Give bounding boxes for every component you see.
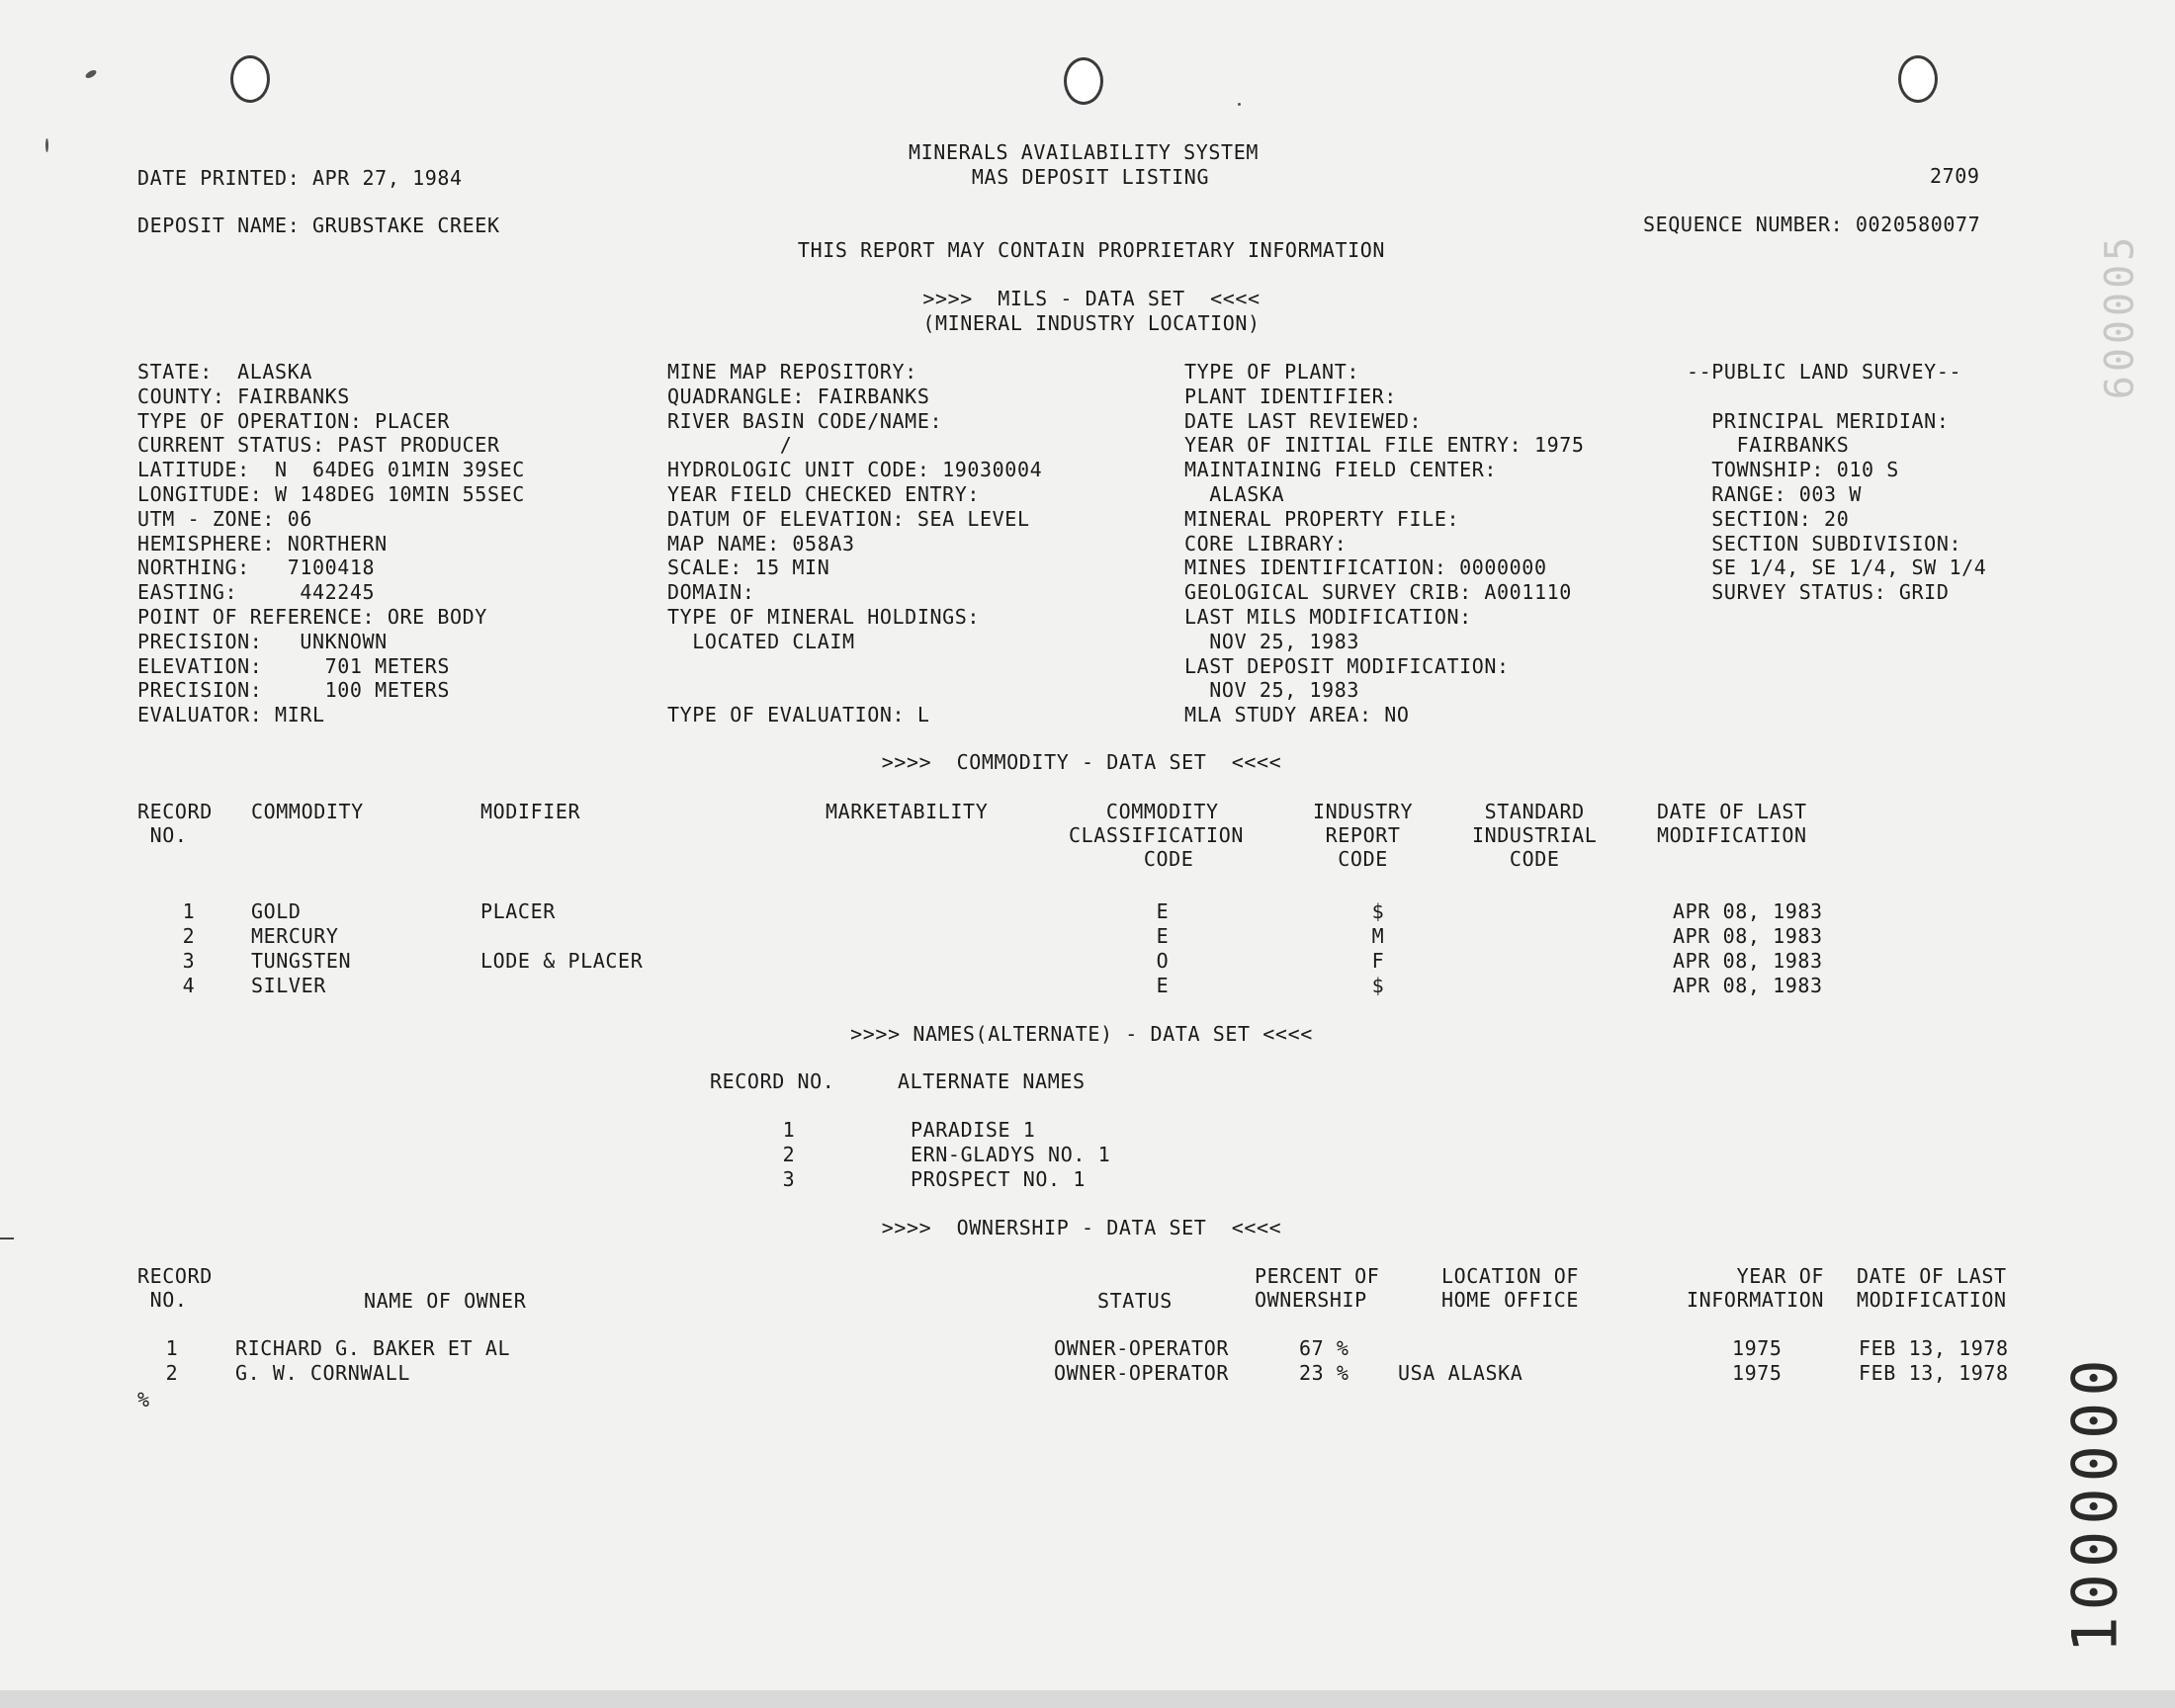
mils-field: TYPE OF PLANT: bbox=[1184, 360, 1359, 384]
mils-field: POINT OF REFERENCE: ORE BODY bbox=[137, 605, 487, 629]
mils-field: NORTHING: 7100418 bbox=[137, 555, 376, 580]
mils-field: NOV 25, 1983 bbox=[1184, 629, 1359, 653]
margin-stamp: 1000000 bbox=[2058, 1353, 2132, 1654]
mils-section-subtitle: (MINERAL INDUSTRY LOCATION) bbox=[922, 311, 1261, 335]
mils-field: DATUM OF ELEVATION: SEA LEVEL bbox=[667, 506, 1030, 531]
survey-field: FAIRBANKS bbox=[1687, 433, 1850, 458]
owner-name: RICHARD G. BAKER ET AL bbox=[235, 1336, 511, 1360]
punch-hole-right bbox=[1898, 55, 1938, 103]
ownership-header-record: RECORD NO. bbox=[137, 1264, 213, 1312]
commodity-name: MERCURY bbox=[251, 924, 339, 948]
commodity-report-code: M bbox=[1371, 924, 1385, 948]
edge-mark bbox=[0, 1238, 14, 1239]
names-header-alternate: ALTERNATE NAMES bbox=[898, 1069, 1086, 1093]
commodity-last-mod: APR 08, 1983 bbox=[1673, 924, 1823, 948]
commodity-record-no: 3 bbox=[182, 949, 196, 973]
mils-field: ELEVATION: 701 METERS bbox=[137, 653, 451, 678]
commodity-header-marketability: MARKETABILITY bbox=[826, 800, 989, 823]
commodity-section-title: >>>> COMMODITY - DATA SET <<<< bbox=[881, 750, 1282, 774]
commodity-modifier: LODE & PLACER bbox=[480, 949, 644, 973]
owner-last-mod: FEB 13, 1978 bbox=[1859, 1336, 2009, 1360]
system-title: MINERALS AVAILABILITY SYSTEM bbox=[909, 140, 1259, 164]
owner-last-mod: FEB 13, 1978 bbox=[1859, 1361, 2009, 1385]
mils-field: MAP NAME: 058A3 bbox=[667, 531, 855, 555]
names-header-record: RECORD NO. bbox=[710, 1069, 835, 1093]
commodity-header-record: RECORD NO. bbox=[137, 800, 213, 847]
commodity-class-code: E bbox=[1156, 924, 1170, 948]
scan-speck bbox=[45, 138, 48, 152]
commodity-last-mod: APR 08, 1983 bbox=[1673, 974, 1823, 997]
mils-field: TYPE OF MINERAL HOLDINGS: bbox=[667, 605, 981, 629]
owner-percent: 23 % bbox=[1299, 1361, 1349, 1385]
mils-field: UTM - ZONE: 06 bbox=[137, 506, 312, 531]
date-printed: DATE PRINTED: APR 27, 1984 bbox=[137, 166, 463, 190]
mils-field: MINES IDENTIFICATION: 0000000 bbox=[1184, 555, 1547, 580]
survey-field: SE 1/4, SE 1/4, SW 1/4 bbox=[1687, 555, 1987, 580]
mils-field: RIVER BASIN CODE/NAME: bbox=[667, 408, 943, 433]
ownership-header-owner: NAME OF OWNER bbox=[364, 1289, 527, 1313]
owner-year: 1975 bbox=[1732, 1361, 1783, 1385]
faint-margin-stamp: 600005 bbox=[2097, 232, 2143, 400]
commodity-header-last-mod: DATE OF LAST MODIFICATION bbox=[1657, 800, 1807, 847]
owner-percent: 67 % bbox=[1299, 1336, 1349, 1360]
mils-field: LONGITUDE: W 148DEG 10MIN 55SEC bbox=[137, 482, 525, 506]
mils-section-title: >>>> MILS - DATA SET <<<< bbox=[922, 287, 1261, 310]
mils-field: EVALUATOR: MIRL bbox=[137, 703, 325, 727]
owner-year: 1975 bbox=[1732, 1336, 1783, 1360]
mils-field: CURRENT STATUS: PAST PRODUCER bbox=[137, 433, 500, 458]
commodity-class-code: E bbox=[1156, 974, 1170, 997]
page-number: 2709 bbox=[1930, 164, 1980, 188]
commodity-last-mod: APR 08, 1983 bbox=[1673, 949, 1823, 973]
commodity-header-sic: STANDARD INDUSTRIAL CODE bbox=[1472, 800, 1598, 871]
mils-field: TYPE OF OPERATION: PLACER bbox=[137, 408, 451, 433]
alternate-record-no: 2 bbox=[782, 1143, 796, 1166]
mils-field: YEAR OF INITIAL FILE ENTRY: 1975 bbox=[1184, 433, 1585, 458]
mils-field: LAST MILS MODIFICATION: bbox=[1184, 605, 1472, 629]
mils-field: PRECISION: 100 METERS bbox=[137, 678, 451, 703]
ownership-section-title: >>>> OWNERSHIP - DATA SET <<<< bbox=[881, 1216, 1282, 1239]
commodity-report-code: F bbox=[1371, 949, 1385, 973]
mils-field: MINE MAP REPOSITORY: bbox=[667, 360, 917, 384]
commodity-name: TUNGSTEN bbox=[251, 949, 352, 973]
commodity-header-modifier: MODIFIER bbox=[480, 800, 581, 823]
survey-field: SECTION SUBDIVISION: bbox=[1687, 531, 1962, 555]
survey-field: TOWNSHIP: 010 S bbox=[1687, 458, 1899, 482]
mils-field: PLANT IDENTIFIER: bbox=[1184, 384, 1397, 408]
commodity-name: GOLD bbox=[251, 899, 302, 923]
commodity-modifier: PLACER bbox=[480, 899, 556, 923]
names-section-title: >>>> NAMES(ALTERNATE) - DATA SET <<<< bbox=[850, 1022, 1313, 1046]
mils-field: TYPE OF EVALUATION: L bbox=[667, 703, 930, 727]
ownership-header-status: STATUS bbox=[1097, 1289, 1173, 1313]
mils-field: HYDROLOGIC UNIT CODE: 19030004 bbox=[667, 458, 1043, 482]
mils-field: ALASKA bbox=[1184, 482, 1285, 506]
mils-field: LATITUDE: N 64DEG 01MIN 39SEC bbox=[137, 458, 525, 482]
mils-field: DATE LAST REVIEWED: bbox=[1184, 408, 1423, 433]
owner-status: OWNER-OPERATOR bbox=[1054, 1361, 1229, 1385]
mils-field: PRECISION: UNKNOWN bbox=[137, 629, 388, 653]
survey-field: RANGE: 003 W bbox=[1687, 482, 1862, 506]
mils-field: SCALE: 15 MIN bbox=[667, 555, 830, 580]
alternate-name: PROSPECT NO. 1 bbox=[911, 1167, 1086, 1191]
sequence-number: SEQUENCE NUMBER: 0020580077 bbox=[1643, 213, 1981, 236]
survey-field: PRINCIPAL MERIDIAN: bbox=[1687, 408, 1950, 433]
alternate-record-no: 1 bbox=[782, 1118, 796, 1142]
survey-field: --PUBLIC LAND SURVEY-- bbox=[1687, 360, 1962, 384]
mils-field: DOMAIN: bbox=[667, 580, 755, 605]
end-of-record-mark: % bbox=[137, 1388, 150, 1411]
mils-field: QUADRANGLE: FAIRBANKS bbox=[667, 384, 930, 408]
mils-field: HEMISPHERE: NORTHERN bbox=[137, 531, 388, 555]
commodity-header-industry-report: INDUSTRY REPORT CODE bbox=[1313, 800, 1414, 871]
punch-hole-left bbox=[230, 55, 270, 103]
owner-status: OWNER-OPERATOR bbox=[1054, 1336, 1229, 1360]
mils-field: EASTING: 442245 bbox=[137, 580, 376, 605]
mils-field: YEAR FIELD CHECKED ENTRY: bbox=[667, 482, 981, 506]
alternate-name: ERN-GLADYS NO. 1 bbox=[911, 1143, 1111, 1166]
deposit-name: DEPOSIT NAME: GRUBSTAKE CREEK bbox=[137, 214, 500, 237]
commodity-header-classification: COMMODITY CLASSIFICATION CODE bbox=[1069, 800, 1244, 871]
alternate-name: PARADISE 1 bbox=[911, 1118, 1036, 1142]
survey-field: SECTION: 20 bbox=[1687, 506, 1850, 531]
mils-field: CORE LIBRARY: bbox=[1184, 531, 1348, 555]
commodity-report-code: $ bbox=[1371, 974, 1385, 997]
commodity-class-code: E bbox=[1156, 899, 1170, 923]
mils-field: GEOLOGICAL SURVEY CRIB: A001110 bbox=[1184, 580, 1572, 605]
ownership-header-percent: PERCENT OF OWNERSHIP bbox=[1255, 1264, 1380, 1312]
owner-record-no: 1 bbox=[165, 1336, 179, 1360]
mils-field: NOV 25, 1983 bbox=[1184, 678, 1359, 703]
ownership-header-last-mod: DATE OF LAST MODIFICATION bbox=[1857, 1264, 2007, 1312]
commodity-class-code: O bbox=[1156, 949, 1170, 973]
commodity-name: SILVER bbox=[251, 974, 326, 997]
owner-name: G. W. CORNWALL bbox=[235, 1361, 410, 1385]
commodity-report-code: $ bbox=[1371, 899, 1385, 923]
mils-field: MLA STUDY AREA: NO bbox=[1184, 703, 1410, 727]
scan-speck bbox=[84, 68, 97, 79]
alternate-record-no: 3 bbox=[782, 1167, 796, 1191]
mils-field: MAINTAINING FIELD CENTER: bbox=[1184, 458, 1498, 482]
owner-record-no: 2 bbox=[165, 1361, 179, 1385]
commodity-record-no: 2 bbox=[182, 924, 196, 948]
ownership-header-year: YEAR OF INFORMATION bbox=[1687, 1264, 1825, 1312]
commodity-record-no: 1 bbox=[182, 899, 196, 923]
scan-speck bbox=[1238, 103, 1241, 106]
mils-field: / bbox=[667, 433, 793, 458]
commodity-header-commodity: COMMODITY bbox=[251, 800, 364, 823]
ownership-header-location: LOCATION OF HOME OFFICE bbox=[1441, 1264, 1580, 1312]
proprietary-notice: THIS REPORT MAY CONTAIN PROPRIETARY INFORMATION bbox=[797, 238, 1386, 262]
mils-field: LOCATED CLAIM bbox=[667, 629, 855, 653]
mils-field: LAST DEPOSIT MODIFICATION: bbox=[1184, 653, 1510, 678]
owner-home-office: USA ALASKA bbox=[1398, 1361, 1523, 1385]
punch-hole-center bbox=[1064, 57, 1103, 105]
mils-field: MINERAL PROPERTY FILE: bbox=[1184, 506, 1460, 531]
mils-field: COUNTY: FAIRBANKS bbox=[137, 384, 350, 408]
listing-title: MAS DEPOSIT LISTING bbox=[971, 165, 1210, 189]
commodity-last-mod: APR 08, 1983 bbox=[1673, 899, 1823, 923]
survey-field: SURVEY STATUS: GRID bbox=[1687, 580, 1950, 605]
commodity-record-no: 4 bbox=[182, 974, 196, 997]
mils-field: STATE: ALASKA bbox=[137, 360, 312, 384]
